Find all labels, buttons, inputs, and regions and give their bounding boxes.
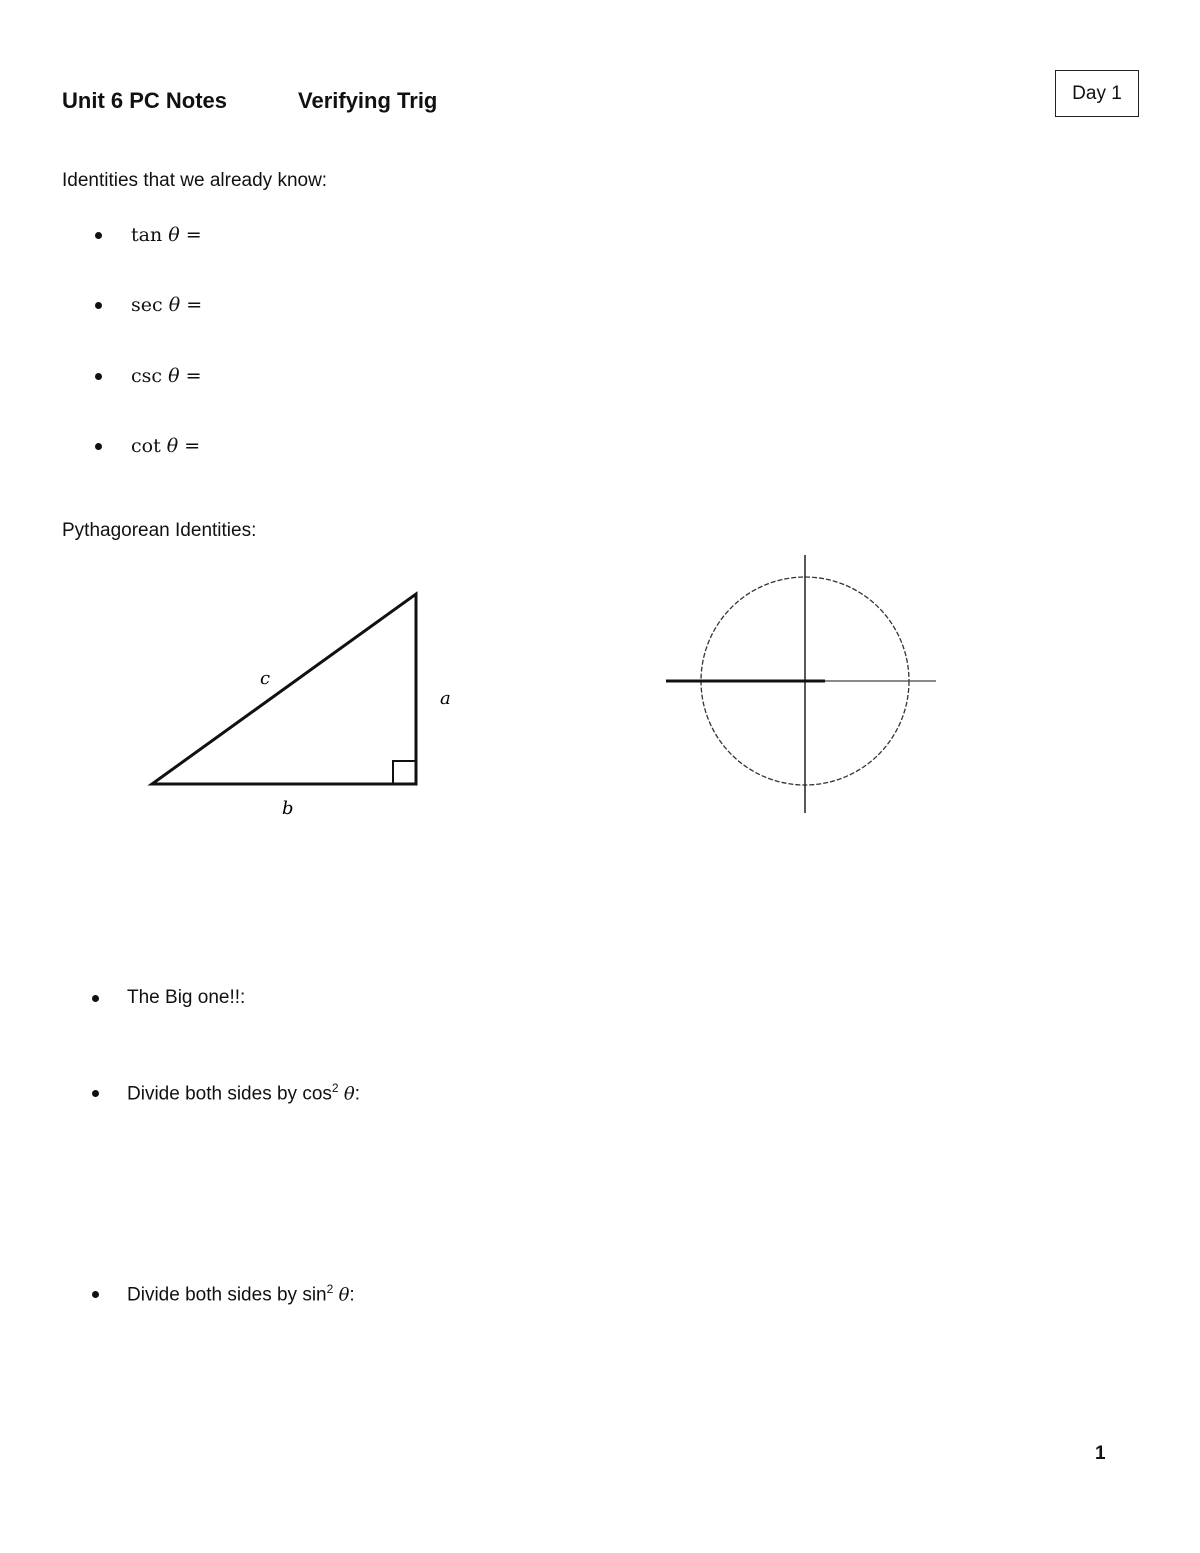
divide-cos-exp: 2 — [331, 1081, 339, 1095]
divide-cos-suffix: : — [354, 1083, 360, 1105]
day-label-box — [1055, 70, 1139, 117]
divide-sin-suffix: : — [349, 1284, 355, 1306]
right-angle-marker — [393, 761, 416, 784]
topic-title: Verifying Trig — [298, 88, 438, 113]
unit-circle-diagram — [660, 550, 950, 820]
step-big-one — [92, 987, 245, 1009]
divide-sin-exp: 2 — [326, 1282, 334, 1296]
identity-eq: = — [185, 224, 202, 246]
divide-sin-var: θ — [338, 1284, 350, 1306]
triangle-outline — [152, 594, 416, 784]
bullet-icon — [92, 1291, 99, 1298]
page-number: 1 — [1095, 1443, 1106, 1464]
pythagorean-heading: Pythagorean Identities: — [62, 520, 257, 541]
bullet-icon — [92, 995, 99, 1002]
identity-var: θ — [166, 435, 179, 457]
step-divide-cos — [92, 1081, 360, 1105]
bullet-icon — [95, 443, 102, 450]
known-identities-heading: Identities that we already know: — [62, 170, 328, 191]
identity-fn: sec — [131, 294, 163, 316]
hypotenuse-label: c — [260, 668, 271, 689]
identity-fn: cot — [131, 435, 161, 457]
identity-fn: csc — [131, 365, 163, 387]
identity-eq: = — [185, 365, 202, 387]
divide-sin-prefix: Divide both sides by sin — [127, 1284, 327, 1306]
identity-var: θ — [168, 294, 181, 316]
identity-item-csc — [95, 365, 202, 387]
identity-var: θ — [168, 365, 180, 387]
step-divide-sin — [92, 1282, 355, 1306]
vertical-leg-label: a — [440, 688, 451, 709]
identity-item-sec — [95, 294, 202, 316]
identity-item-cot — [95, 435, 200, 457]
divide-cos-var: θ — [343, 1083, 355, 1105]
divide-cos-prefix: Divide both sides by cos — [127, 1083, 332, 1105]
identity-var: θ — [168, 224, 180, 246]
bullet-icon — [95, 232, 102, 239]
bullet-icon — [92, 1090, 99, 1097]
identity-fn: tan — [131, 224, 163, 246]
day-label: Day 1 — [1072, 82, 1122, 104]
identity-eq: = — [184, 435, 201, 457]
horizontal-leg-label: b — [282, 798, 294, 819]
unit-title: Unit 6 PC Notes — [62, 88, 228, 113]
step-big-one-text: The Big one!!: — [127, 987, 246, 1008]
bullet-icon — [95, 302, 102, 309]
bullet-icon — [95, 373, 102, 380]
identity-item-tan — [95, 224, 202, 246]
right-triangle-diagram — [140, 580, 480, 830]
identity-eq: = — [186, 294, 203, 316]
